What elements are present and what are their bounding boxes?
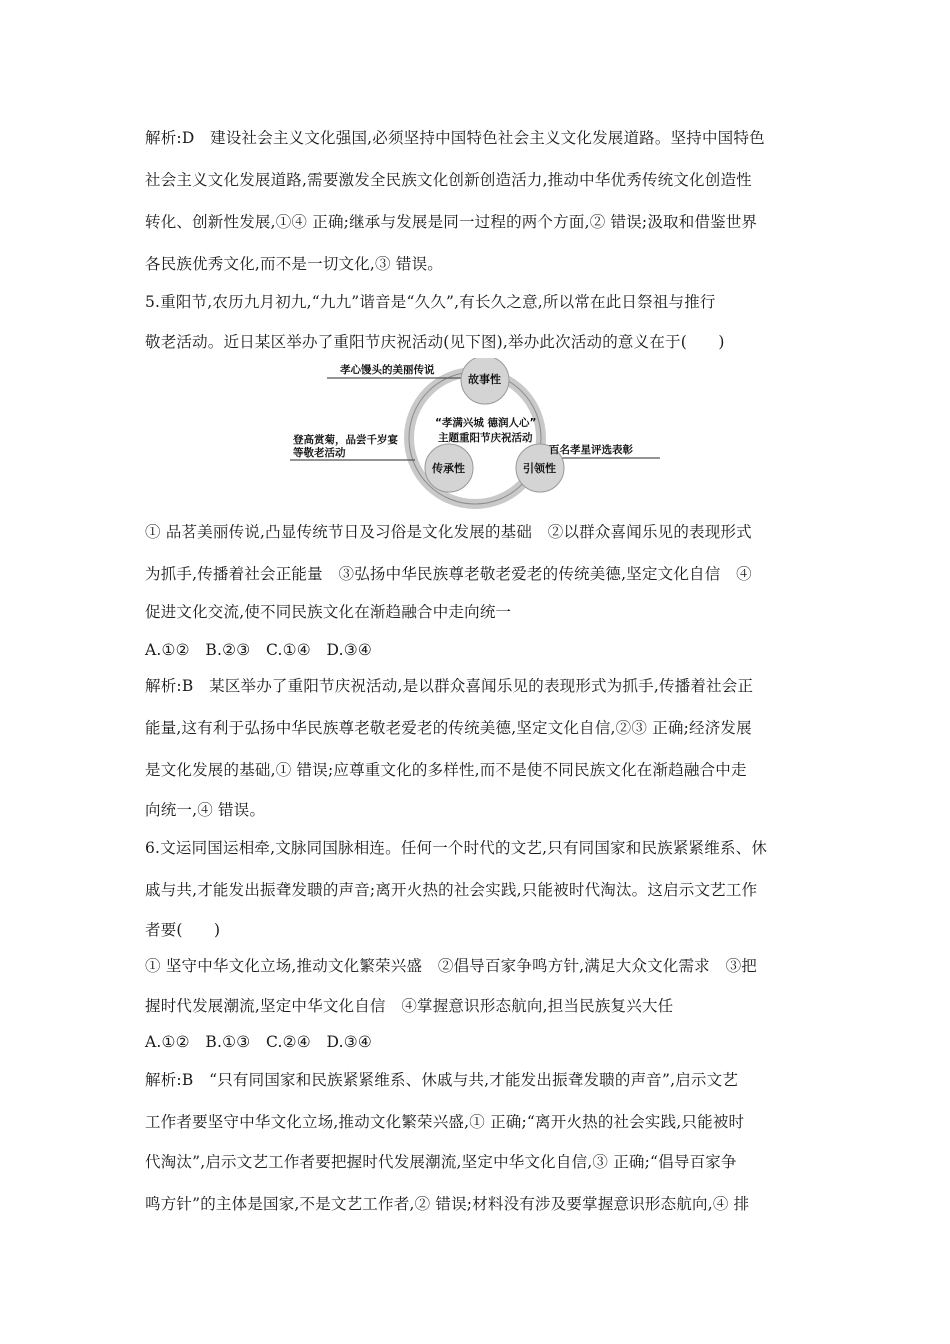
analysis-line: 解析:B “只有同国家和民族紧紧维系、休戚与共,才能发出振聋发聩的声音”,启示文艺 xyxy=(145,1071,739,1089)
center-subtitle: 主题重阳节庆祝活动 xyxy=(438,432,533,444)
option-line: 为抓手,传播着社会正能量 ③弘扬中华民族尊老敬老爱老的传统美德,坚定文化自信 ④ xyxy=(145,565,752,583)
question-6-stem: 6.文运同国运相牵,文脉同国脉相连。任何一个时代的文艺,只有同国家和民族紧紧维系、休 xyxy=(145,839,768,857)
text-line: 转化、创新性发展,①④ 正确;继承与发展是同一过程的两个方面,② 错误;汲取和借鉴世界 xyxy=(145,213,758,231)
analysis-line: 鸣方针”的主体是国家,不是文艺工作者,② 错误;材料没有涉及要掌握意识形态航向,④ 排 xyxy=(145,1195,750,1213)
text-line: 社会主义文化发展道路,需要激发全民族文化创新创造活力,推动中华优秀传统文化创造性 xyxy=(145,171,752,189)
analysis-line: 向统一,④ 错误。 xyxy=(145,801,266,819)
label-top-left: 孝心馒头的美丽传说 xyxy=(340,364,435,376)
question-5-stem: 5.重阳节,农历九月初九,“九九”谐音是“久久”,有长久之意,所以常在此日祭祖与推行 xyxy=(145,293,716,311)
option-line: ① 坚守中华文化立场,推动文化繁荣兴盛 ②倡导百家争鸣方针,满足大众文化需求 ③把 xyxy=(145,957,757,975)
center-title: “孝满兴城 德润人心” xyxy=(435,417,537,429)
analysis-line: 是文化发展的基础,① 错误;应尊重文化的多样性,而不是使不同民族文化在渐趋融合中走 xyxy=(145,761,747,779)
node-bottom-right-label: 引领性 xyxy=(523,462,556,475)
question-6-stem: 戚与共,才能发出振聋发聩的声音;离开火热的社会实践,只能被时代淘汰。这启示文艺工作 xyxy=(145,881,758,899)
festival-diagram xyxy=(285,358,665,514)
analysis-line: 工作者要坚守中华文化立场,推动文化繁荣兴盛,① 正确;“离开火热的社会实践,只能被时 xyxy=(145,1113,745,1131)
question-5-stem: 敬老活动。近日某区举办了重阳节庆祝活动(见下图),举办此次活动的意义在于( ) xyxy=(145,333,725,351)
option-line: 促进文化交流,使不同民族文化在渐趋融合中走向统一 xyxy=(145,603,512,621)
node-top-label: 故事性 xyxy=(468,373,501,386)
question-6-stem: 者要( ) xyxy=(145,921,221,939)
answer-choices: A.①② B.①③ C.②④ D.③④ xyxy=(145,1033,372,1051)
label-left-2: 等敬老活动 xyxy=(293,447,346,459)
text-line: 解析:D 建设社会主义文化强国,必须坚持中国特色社会主义文化发展道路。坚持中国特色 xyxy=(145,129,765,147)
analysis-line: 解析:B 某区举办了重阳节庆祝活动,是以群众喜闻乐见的表现形式为抓手,传播着社会正 xyxy=(145,677,754,695)
node-bottom-left-label: 传承性 xyxy=(432,462,465,475)
label-right: 百名孝星评选表彰 xyxy=(549,444,633,456)
label-left-1: 登高赏菊，品尝千岁宴 xyxy=(293,434,398,446)
text-line: 各民族优秀文化,而不是一切文化,③ 错误。 xyxy=(145,255,443,273)
analysis-line: 能量,这有利于弘扬中华民族尊老敬老爱老的传统美德,坚定文化自信,②③ 正确;经济发展 xyxy=(145,719,752,737)
option-line: 握时代发展潮流,坚定中华文化自信 ④掌握意识形态航向,担当民族复兴大任 xyxy=(145,997,674,1015)
option-line: ① 品茗美丽传说,凸显传统节日及习俗是文化发展的基础 ②以群众喜闻乐见的表现形式 xyxy=(145,523,752,541)
answer-choices: A.①② B.②③ C.①④ D.③④ xyxy=(145,641,372,659)
analysis-line: 代淘汰”,启示文艺工作者要把握时代发展潮流,坚定中华文化自信,③ 正确;“倡导百家争 xyxy=(145,1153,737,1171)
